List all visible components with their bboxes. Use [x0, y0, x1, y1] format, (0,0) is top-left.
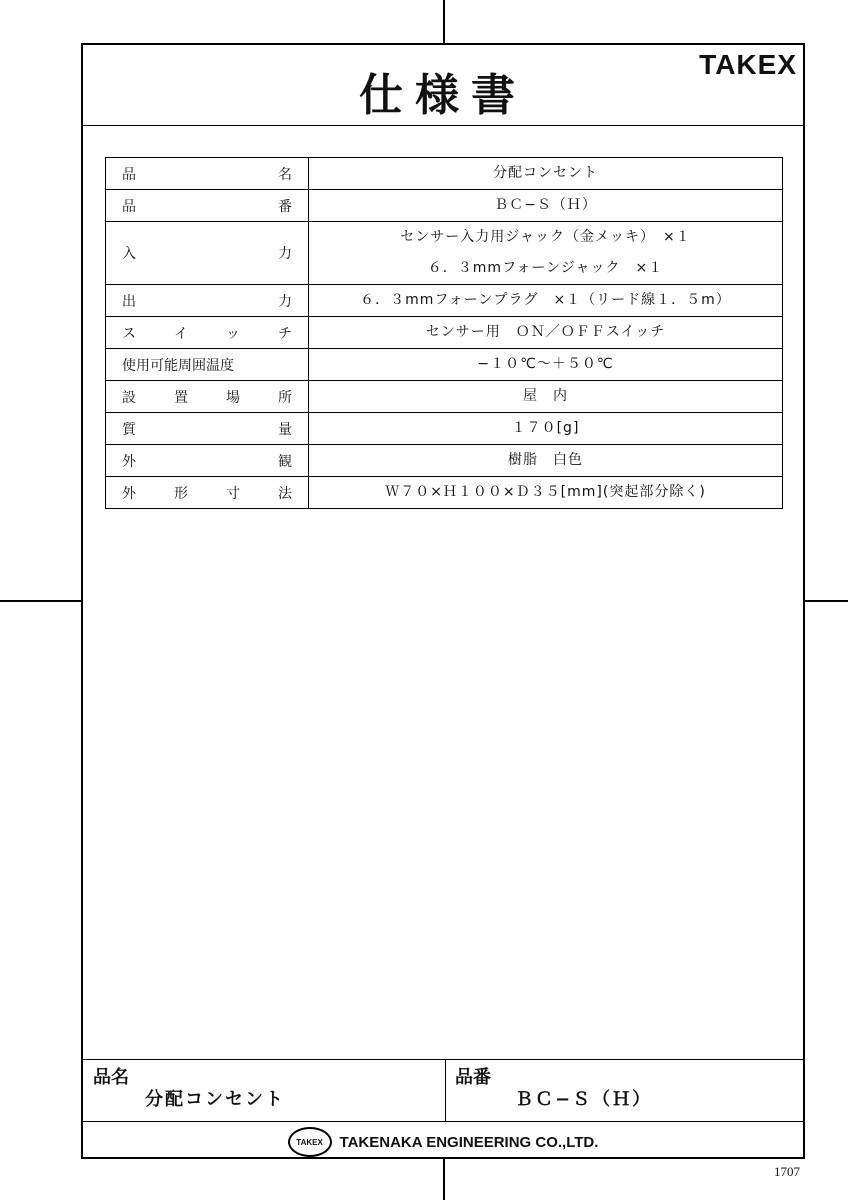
spec-label-char: 形: [174, 485, 188, 502]
table-row: [106, 413, 783, 445]
spec-label: [122, 196, 292, 216]
spec-label-char: 力: [278, 293, 292, 310]
spec-value-cell: [309, 349, 783, 381]
company-name: TAKENAKA ENGINEERING CO.,LTD.: [339, 1133, 599, 1151]
table-row: [106, 381, 783, 413]
spec-label-cell: [106, 349, 309, 381]
footer-divider-vertical: [445, 1059, 446, 1121]
logo-text: TAKEX: [296, 1137, 323, 1147]
spec-label-char: ス: [122, 325, 136, 342]
footer-name-label: 品名: [93, 1067, 129, 1088]
spec-label-cell: [106, 413, 309, 445]
spec-value-cell: [309, 158, 783, 190]
company-line: [83, 1127, 803, 1157]
table-row: [106, 445, 783, 477]
spec-label-cell: [106, 190, 309, 222]
spec-label-char: 設: [122, 389, 136, 406]
spec-value-cell: [309, 477, 783, 509]
spec-value: 樹脂 白色: [508, 452, 583, 468]
company-logo: [288, 1127, 332, 1157]
spec-label: [122, 323, 292, 343]
spec-label: [122, 243, 292, 263]
spec-value: センサー用 ＯＮ／ＯＦＦスイッチ: [425, 324, 666, 340]
spec-label-char: 品: [122, 166, 136, 183]
table-row: [106, 222, 783, 285]
spec-label: [122, 419, 292, 439]
spec-value-cell: [309, 190, 783, 222]
spec-value-cell: [309, 222, 783, 285]
table-row: [106, 317, 783, 349]
spec-label-char: 置: [174, 389, 188, 406]
spec-value-cell: [309, 413, 783, 445]
spec-label-char: 番: [278, 198, 292, 215]
spec-label: [122, 483, 292, 503]
spec-label-char: 観: [278, 453, 292, 470]
spec-label-char: 法: [278, 485, 292, 502]
spec-value: センサー入力用ジャック（金メッキ） ×１: [400, 229, 691, 245]
spec-label-char: 寸: [226, 485, 240, 502]
crop-mark-bottom: [443, 1159, 445, 1200]
crop-mark-top: [443, 0, 445, 43]
spec-value: Ｗ７０×Ｈ１００×Ｄ３５[mm](突起部分除く): [385, 484, 706, 500]
spec-value: ６．３mmフォーンプラグ ×１（リード線１．５m）: [360, 292, 731, 308]
table-row: [106, 190, 783, 222]
footer-number-label: 品番: [455, 1067, 491, 1088]
spec-label-cell: [106, 317, 309, 349]
spec-value: ６．３mmフォーンジャック ×１: [427, 260, 664, 276]
spec-label-cell: [106, 477, 309, 509]
spec-label-cell: [106, 381, 309, 413]
spec-label-char: 力: [278, 246, 292, 262]
spec-label-char: 外: [122, 453, 136, 470]
page-title: 仕様書: [359, 70, 527, 121]
footer-name-value: 分配コンセント: [145, 1089, 285, 1110]
spec-label-cell: [106, 222, 309, 285]
spec-label-char: イ: [174, 325, 188, 342]
spec-label: [122, 451, 292, 471]
spec-label-char: 量: [278, 421, 292, 438]
footer-number-value: ＢＣ−Ｓ（Ｈ）: [515, 1089, 653, 1110]
spec-label-cell: [106, 285, 309, 317]
spec-value: １７０[g]: [511, 420, 580, 436]
spec-label-char: 名: [278, 166, 292, 183]
table-row: [106, 477, 783, 509]
crop-mark-right: [805, 600, 848, 602]
spec-value: 分配コンセント: [493, 165, 598, 181]
brand-logo: TAKEX: [699, 49, 797, 80]
spec-label-char: 所: [278, 389, 292, 406]
footer-divider-bottom: [83, 1121, 803, 1122]
spec-value: 屋 内: [523, 388, 568, 404]
spec-label: [122, 355, 292, 375]
spec-label-char: 使用可能周囲温度: [122, 357, 234, 374]
spec-value: −１０℃〜＋５０℃: [477, 356, 614, 372]
spec-label-char: チ: [278, 325, 292, 342]
spec-label-char: 質: [122, 421, 136, 438]
spec-label-cell: [106, 445, 309, 477]
spec-value-cell: [309, 317, 783, 349]
spec-value-cell: [309, 445, 783, 477]
spec-value-cell: [309, 381, 783, 413]
spec-label-char: 出: [122, 293, 136, 310]
spec-value-cell: [309, 285, 783, 317]
document-number: 1707: [774, 1164, 800, 1179]
spec-label: [122, 164, 292, 184]
spec-label-char: ッ: [226, 325, 240, 342]
table-row: [106, 285, 783, 317]
spec-label-char: 場: [226, 389, 240, 406]
header-divider: [83, 125, 803, 126]
table-row: [106, 349, 783, 381]
document-frame: [81, 43, 805, 1159]
spec-label-cell: [106, 158, 309, 190]
spec-label: [122, 387, 292, 407]
spec-label-char: 外: [122, 485, 136, 502]
footer-divider-top: [83, 1059, 803, 1060]
spec-label-char: 入: [122, 246, 136, 262]
spec-label: [122, 291, 292, 311]
spec-label-char: 品: [122, 198, 136, 215]
spec-value: ＢＣ−Ｓ（Ｈ）: [494, 197, 597, 213]
table-row: [106, 158, 783, 190]
spec-table: [105, 157, 783, 509]
crop-mark-left: [0, 600, 81, 602]
